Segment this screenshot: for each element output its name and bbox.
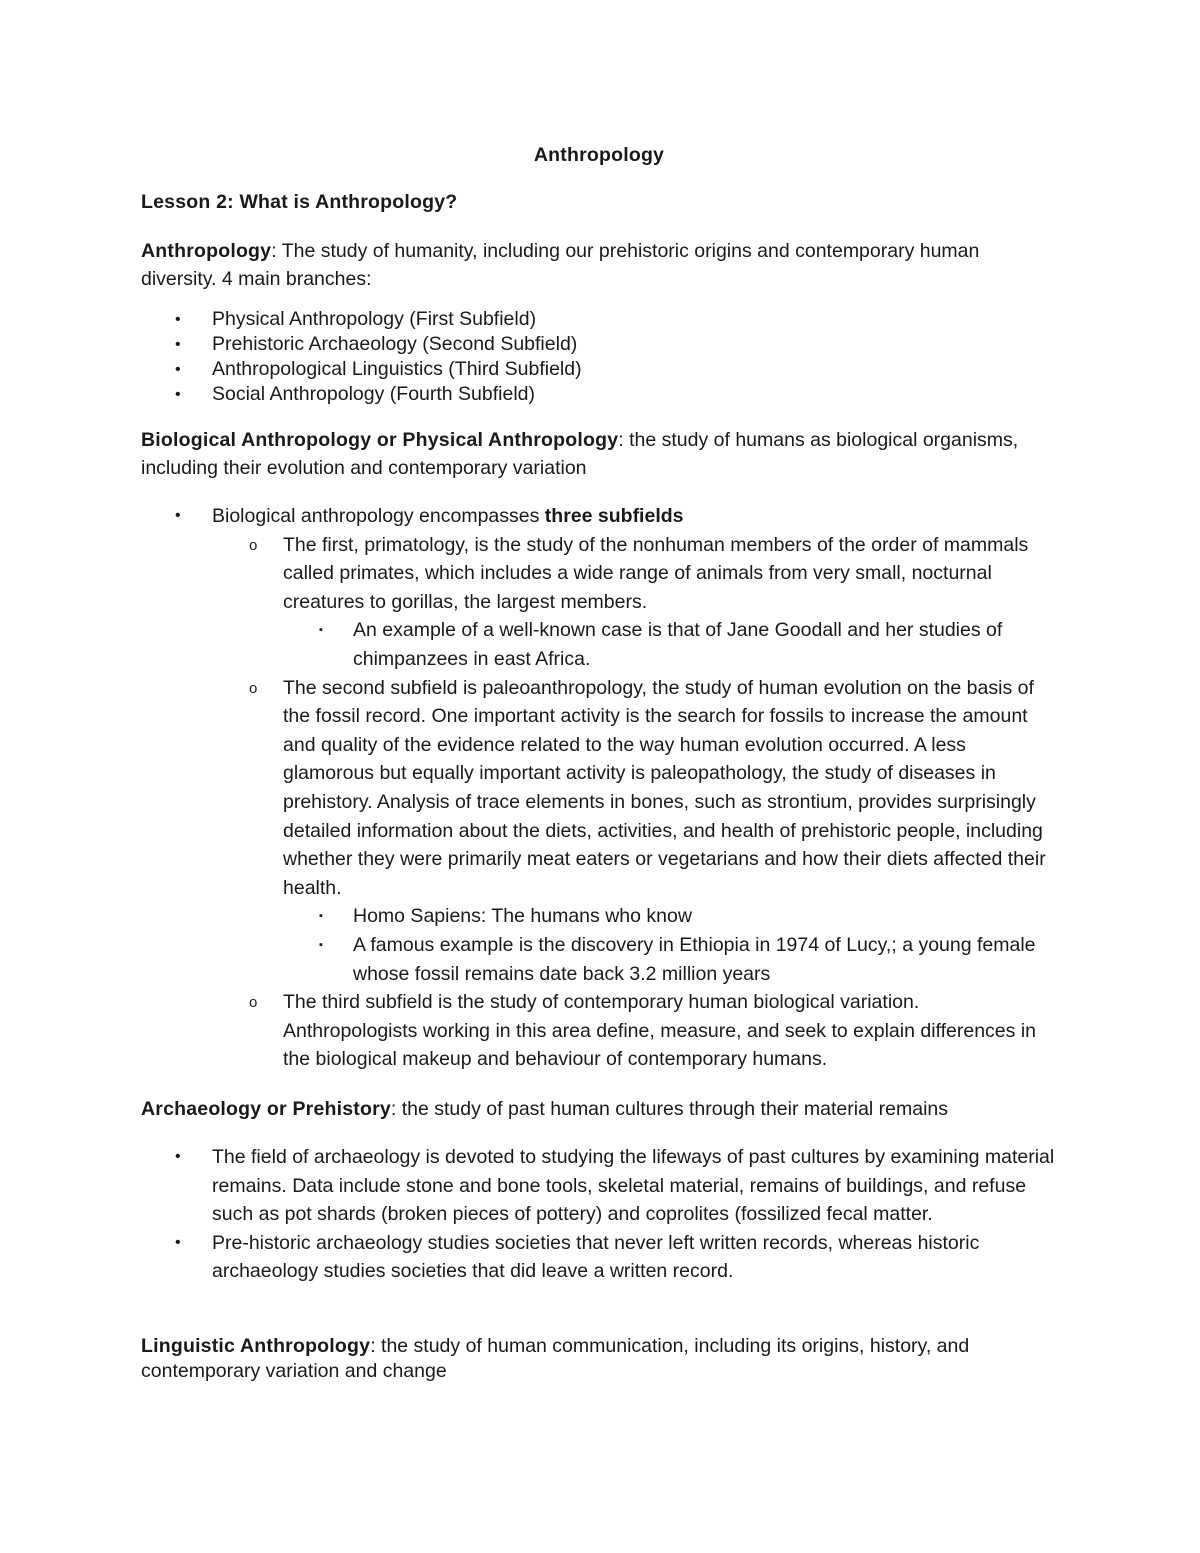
anthropology-definition-text: : The study of humanity, including our prehistoric origins and contemporary human diversity. 4 main branches: [141, 240, 980, 290]
lesson-heading: Lesson 2: What is Anthropology? [141, 191, 458, 213]
list-item: • Anthropological Linguistics (Third Subfield) [175, 358, 582, 380]
square-bullet-icon: ▪ [319, 938, 323, 951]
list-item: • Physical Anthropology (First Subfield) [175, 308, 537, 330]
list-item: ▪ Homo Sapiens: The humans who know [141, 902, 1057, 931]
circle-bullet-icon: o [249, 679, 258, 697]
detail-list [141, 616, 1057, 673]
list-item: ▪ An example of a well-known case is that of Jane Goodall and her studies of chimpanzees in east Africa. [141, 616, 1057, 673]
square-bullet-icon: ▪ [319, 624, 323, 637]
anthropology-definition [141, 237, 1057, 293]
bullet-icon: • [175, 386, 181, 403]
circle-bullet-icon: o [249, 994, 258, 1012]
list-item: • The field of archaeology is devoted to studying the lifeways of past cultures by examining material remains. Data include stone and bone tools, skeletal material, remains of buildings, and refuse such as pot shards (broken pieces of pottery) and coprolites (fossilized fecal matter. [141, 1143, 1057, 1229]
three-subfields-emphasis: three subfields [544, 505, 684, 527]
archaeology-definition [141, 1095, 1057, 1123]
list-item: • Social Anthropology (Fourth Subfield) [175, 383, 536, 405]
bullet-icon: • [175, 311, 181, 328]
bullet-icon: • [175, 336, 181, 353]
list-item: o The third subfield is the study of contemporary human biological variation. Anthropologists working in this area define, measure, and seek to explain differences in the biological makeup and behaviour of contemporary humans. [249, 991, 1036, 1071]
archaeology-definition-text: : the study of past human cultures through their material remains [390, 1098, 949, 1120]
list-item: • Biological anthropology encompasses three subfields o The first, primatology, is the study of the nonhuman members of the order of mammals called primates, which includes a wide range of animals from very small, nocturnal creatures to gorillas, the largest members. ▪ An example of a well-known case is that of Jane Goodall and her studies of chimpanzees in east Africa. o The second subfield is paleoanthropology, the study of human evolution on the basis of the fossil record. One important activity is the search for fossils to increase the amount and quality of the evidence related to the way human evolution occurred. A less glamorous but equally important activity is paleopathology, the study of diseases in prehistory. Analysis of trace elements in bones, such as strontium, provides surprisingly detailed information about the diets, activities, and health of prehistoric people, including whether they were primarily meat eaters or vegetarians and how their diets affected their health. ▪ Homo Sapiens: The humans who know ▪ A famous example is the discovery in Ethiopia in 1974 of Lucy,; a young female whose fossil remains date back 3.2 million years o The third subfield is the study of contemporary human biological variation. Anthropologists working in this area define, measure, and seek to explain differences in the biological makeup and behaviour of contemporary humans. [141, 502, 1057, 1074]
linguistic-term: Linguistic Anthropology [141, 1335, 371, 1357]
bullet-icon: • [175, 1148, 181, 1165]
archaeology-list [141, 1143, 1057, 1286]
detail-list [141, 902, 1057, 988]
subfield-list [141, 531, 1057, 1074]
archaeology-term: Archaeology or Prehistory [141, 1098, 391, 1120]
linguistic-definition [141, 1334, 1057, 1384]
bullet-icon: • [175, 361, 181, 378]
biological-definition [141, 426, 1057, 482]
square-bullet-icon: ▪ [319, 910, 323, 923]
list-item: ▪ A famous example is the discovery in Ethiopia in 1974 of Lucy,; a young female whose fossil remains date back 3.2 million years [141, 931, 1057, 988]
document-title: Anthropology [533, 144, 665, 166]
biological-list [141, 502, 1057, 1074]
circle-bullet-icon: o [249, 536, 258, 554]
list-item: o The second subfield is paleoanthropology, the study of human evolution on the basis of the fossil record. One important activity is the search for fossils to increase the amount and quality of the evidence related to the way human evolution occurred. A less glamorous but equally important activity is paleopathology, the study of diseases in prehistory. Analysis of trace elements in bones, such as strontium, provides surprisingly detailed information about the diets, activities, and health of prehistoric people, including whether they were primarily meat eaters or vegetarians and how their diets affected their health. ▪ Homo Sapiens: The humans who know ▪ A famous example is the discovery in Ethiopia in 1974 of Lucy,; a young female whose fossil remains date back 3.2 million years [141, 674, 1057, 989]
list-item: • Pre-historic archaeology studies societies that never left written records, whereas historic archaeology studies societies that did leave a written record. [141, 1229, 1057, 1286]
bullet-icon: • [175, 1233, 181, 1251]
anthropology-term: Anthropology [141, 240, 272, 262]
linguistic-definition-text: : the study of human communication, including its origins, history, and contemporary variation and change [141, 1335, 970, 1382]
biological-term: Biological Anthropology or Physical Anthropology [141, 429, 619, 451]
biological-definition-text: : the study of humans as biological organisms, including their evolution and contemporary variation [141, 429, 1019, 479]
list-item: o The first, primatology, is the study of the nonhuman members of the order of mammals called primates, which includes a wide range of animals from very small, nocturnal creatures to gorillas, the largest members. ▪ An example of a well-known case is that of Jane Goodall and her studies of chimpanzees in east Africa. [141, 531, 1057, 674]
bullet-icon: • [175, 507, 181, 524]
list-item: • Prehistoric Archaeology (Second Subfield) [175, 333, 578, 355]
branches-list [141, 307, 1057, 407]
